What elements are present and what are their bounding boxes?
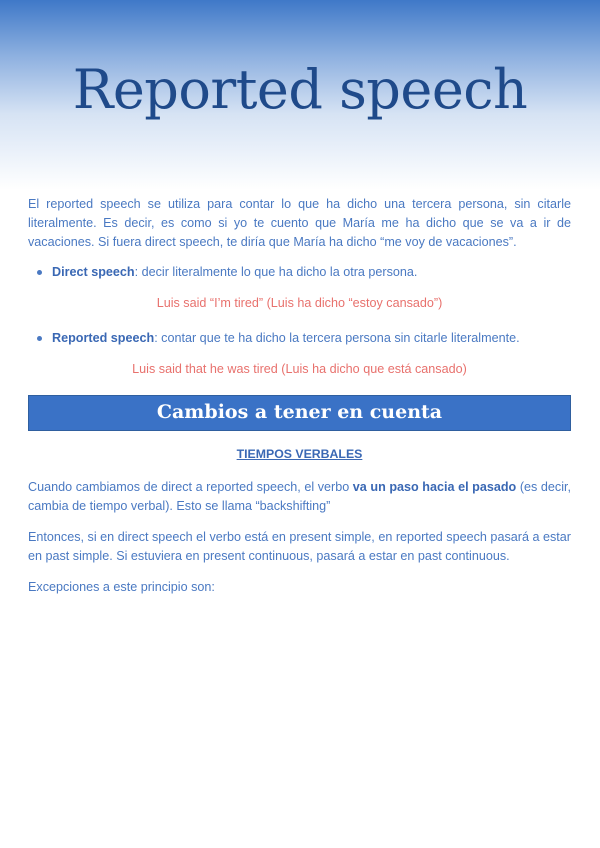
document-body xyxy=(28,195,571,609)
example-reported-speech: Luis said that he was tired (Luis ha dicho que está cansado) xyxy=(132,362,467,376)
bullet-dot-icon xyxy=(37,270,42,275)
tense-shift-paragraph: Entonces, si en direct speech el verbo está en present simple, en reported speech pasará a estar en past simple. Si estuviera en present continuous, pasará a estar en past continuous. xyxy=(28,530,571,563)
backshifting-text-start: Cuando cambiamos de direct a reported speech, el verbo xyxy=(28,480,353,494)
term-direct-speech: Direct speech xyxy=(52,265,135,279)
example-direct-speech: Luis said “I’m tired” (Luis ha dicho “estoy cansado”) xyxy=(156,296,443,310)
page-title: Reported speech xyxy=(72,58,528,121)
definitions-list xyxy=(28,263,571,282)
backshifting-paragraph xyxy=(28,478,571,516)
definitions-list-2 xyxy=(28,329,571,348)
exceptions-paragraph: Excepciones a este principio son: xyxy=(28,580,215,594)
section-subheading: TIEMPOS VERBALES xyxy=(236,447,363,461)
definition-reported-speech: : contar que te ha dicho la tercera persona sin citarle literalmente. xyxy=(154,331,520,345)
bullet-dot-icon xyxy=(37,336,42,341)
list-item-direct-speech xyxy=(28,263,571,282)
section-banner: Cambios a tener en cuenta xyxy=(28,395,571,431)
list-item-reported-speech xyxy=(28,329,571,348)
term-reported-speech: Reported speech xyxy=(52,331,155,345)
definition-direct-speech: : decir literalmente lo que ha dicho la otra persona. xyxy=(134,265,418,279)
backshifting-text-end: (es decir, cambia de tiempo verbal). Esto se llama “backshifting” xyxy=(28,480,571,513)
intro-paragraph: El reported speech se utiliza para contar lo que ha dicho una tercera persona, sin citarle literalmente. Es decir, es como si yo te cuento que María me ha dicho que se va a ir de vacaciones. Si fuera direct speech, te diría que María ha dicho “me voy de vacaciones”. xyxy=(28,197,571,249)
backshifting-emphasis: va un paso hacia el pasado xyxy=(352,480,517,494)
